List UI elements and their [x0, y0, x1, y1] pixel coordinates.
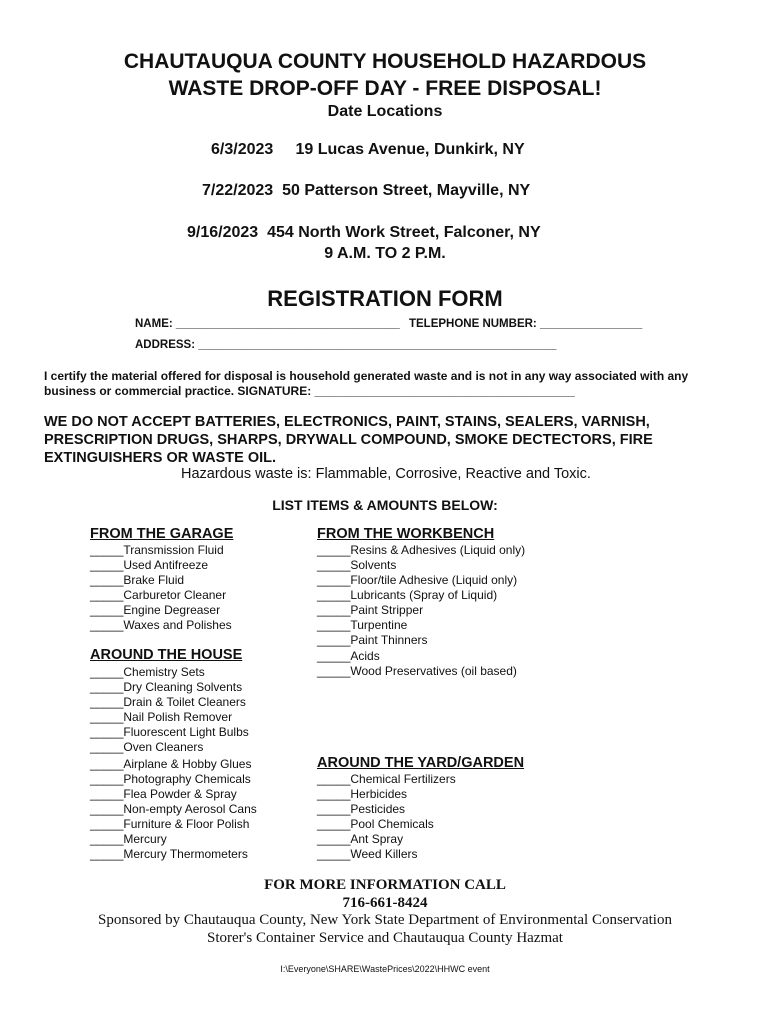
registration-form-title: REGISTRATION FORM	[267, 286, 503, 311]
list-item[interactable]: _____Paint Thinners	[317, 633, 428, 647]
list-item[interactable]: _____Used Antifreeze	[90, 558, 209, 572]
list-item[interactable]: _____Transmission Fluid	[90, 543, 224, 557]
sponsor-line-2: Storer's Container Service and Chautauqua County Hazmat	[207, 930, 563, 946]
event-hours: 9 A.M. TO 2 P.M.	[324, 245, 446, 262]
document-title-line-2: WASTE DROP-OFF DAY - FREE DISPOSAL!	[168, 77, 602, 100]
sponsor-line-1: Sponsored by Chautauqua County, New York State Department of Environmental Conservation	[98, 912, 672, 928]
list-item[interactable]: _____Waxes and Polishes	[90, 618, 232, 632]
list-item[interactable]: _____Lubricants (Spray of Liquid)	[317, 588, 498, 602]
list-item[interactable]: _____Mercury	[90, 832, 167, 846]
date-locations-label: Date Locations	[327, 103, 443, 120]
list-item[interactable]: _____Wood Preservatives (oil based)	[317, 664, 517, 678]
list-item[interactable]: _____Ant Spray	[317, 832, 404, 846]
list-item[interactable]: _____Weed Killers	[317, 847, 418, 861]
warning-line-2: PRESCRIPTION DRUGS, SHARPS, DRYWALL COMPOUND, SMOKE DECTECTORS, FIRE	[44, 432, 653, 448]
event-row-1	[211, 141, 525, 159]
house-item-list-2	[90, 757, 257, 862]
list-item[interactable]: _____Pesticides	[317, 802, 406, 816]
section-heading-garage: FROM THE GARAGE	[90, 526, 234, 542]
event-date: 6/3/2023	[211, 141, 274, 158]
list-item[interactable]: _____Brake Fluid	[90, 573, 185, 587]
list-item[interactable]: _____Drain & Toilet Cleaners	[90, 695, 246, 709]
list-item[interactable]: _____Resins & Adhesives (Liquid only)	[317, 543, 526, 557]
warning-line-3: EXTINGUISHERS OR WASTE OIL.	[44, 450, 277, 466]
list-item[interactable]: _____Airplane & Hobby Glues	[90, 757, 252, 771]
list-item[interactable]: _____Turpentine	[317, 618, 408, 632]
name-label: NAME:	[135, 318, 173, 330]
info-phone-number: 716-661-8424	[342, 895, 428, 911]
list-item[interactable]: _____Nail Polish Remover	[90, 710, 233, 724]
list-item[interactable]: _____Floor/tile Adhesive (Liquid only)	[317, 573, 518, 587]
list-item[interactable]: _____Dry Cleaning Solvents	[90, 680, 243, 694]
list-item[interactable]: _____Engine Degreaser	[90, 603, 221, 617]
event-row-2	[202, 182, 530, 200]
section-heading-yard: AROUND THE YARD/GARDEN	[317, 755, 525, 771]
hazardous-definition: Hazardous waste is: Flammable, Corrosive, Reactive and Toxic.	[181, 466, 591, 482]
document-title-line-1: CHAUTAUQUA COUNTY HOUSEHOLD HAZARDOUS	[123, 50, 647, 73]
phone-field[interactable]: ________________	[539, 318, 643, 330]
address-label: ADDRESS:	[135, 339, 196, 351]
more-info-label: FOR MORE INFORMATION CALL	[264, 877, 506, 893]
event-location: 454 North Work Street, Falconer, NY	[267, 224, 541, 241]
list-item[interactable]: _____Flea Powder & Spray	[90, 787, 237, 801]
section-heading-house: AROUND THE HOUSE	[90, 647, 243, 663]
list-item[interactable]: _____Photography Chemicals	[90, 772, 251, 786]
list-item[interactable]: _____Chemical Fertilizers	[317, 772, 456, 786]
phone-label: TELEPHONE NUMBER:	[408, 318, 537, 330]
address-field[interactable]: ________________________________________________________	[198, 339, 557, 351]
event-date: 7/22/2023	[202, 182, 274, 199]
list-item[interactable]: _____Chemistry Sets	[90, 665, 205, 679]
name-field[interactable]: ___________________________________	[175, 318, 400, 330]
yard-item-list	[317, 772, 456, 862]
list-item[interactable]: _____Mercury Thermometers	[90, 847, 248, 861]
list-item[interactable]: _____Non-empty Aerosol Cans	[90, 802, 257, 816]
certification-line-1: I certify the material offered for disposal is household generated waste and is not in any way associated with any	[44, 369, 689, 383]
event-row-3	[187, 224, 541, 242]
workbench-item-list	[317, 543, 525, 679]
list-item[interactable]: _____Pool Chemicals	[317, 817, 434, 831]
event-location: 19 Lucas Avenue, Dunkirk, NY	[295, 141, 525, 158]
certification-line-2[interactable]: business or commercial practice. SIGNATURE: _______________________________________	[44, 384, 575, 398]
event-location: 50 Patterson Street, Mayville, NY	[282, 182, 531, 199]
name-phone-row	[135, 318, 642, 330]
garage-item-list	[90, 543, 232, 633]
file-path: I:\Everyone\SHARE\WastePrices\2022\HHWC event	[280, 964, 490, 974]
list-item[interactable]: _____Fluorescent Light Bulbs	[90, 725, 249, 739]
list-item[interactable]: _____Oven Cleaners	[90, 740, 204, 754]
list-item[interactable]: _____Solvents	[317, 558, 397, 572]
address-row	[135, 339, 556, 351]
section-heading-workbench: FROM THE WORKBENCH	[317, 526, 495, 542]
event-date: 9/16/2023	[187, 224, 259, 241]
list-heading: LIST ITEMS & AMOUNTS BELOW:	[272, 497, 498, 513]
list-item[interactable]: _____Herbicides	[317, 787, 408, 801]
list-item[interactable]: _____Carburetor Cleaner	[90, 588, 227, 602]
house-item-list-1	[90, 665, 249, 755]
list-item[interactable]: _____Furniture & Floor Polish	[90, 817, 250, 831]
list-item[interactable]: _____Paint Stripper	[317, 603, 424, 617]
warning-line-1: WE DO NOT ACCEPT BATTERIES, ELECTRONICS, PAINT, STAINS, SEALERS, VARNISH,	[44, 414, 650, 430]
list-item[interactable]: _____Acids	[317, 649, 380, 663]
